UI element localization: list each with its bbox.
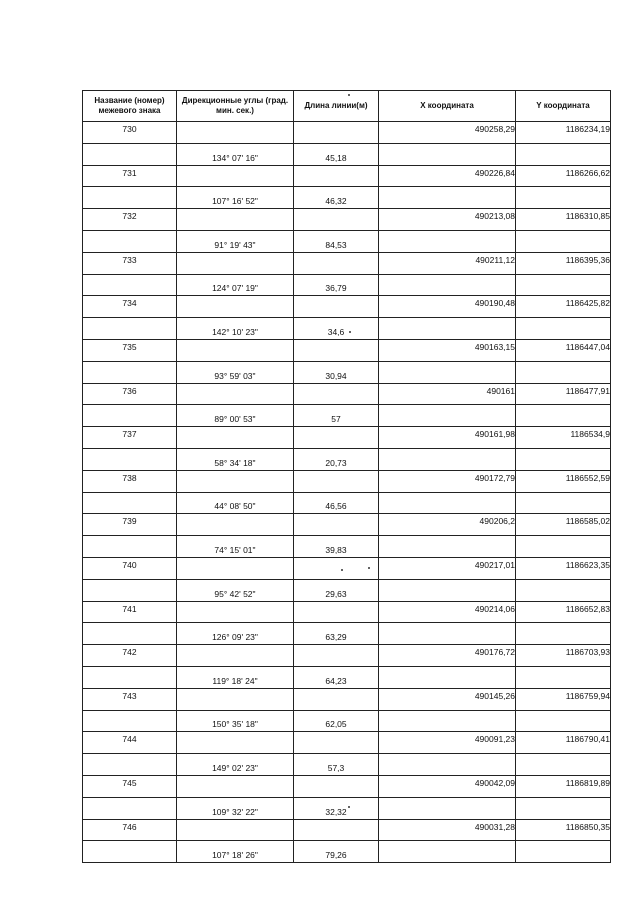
x-coordinate-cell: 490214,06	[379, 601, 516, 623]
x-coordinate-cell	[379, 448, 516, 470]
marker-name-cell: 742	[83, 645, 177, 667]
marker-name-cell	[83, 579, 177, 601]
y-coordinate-cell: 1186819,89	[516, 775, 611, 797]
bearing-angle-cell: 95° 42' 52"	[177, 579, 294, 601]
bearing-angle-cell	[177, 427, 294, 449]
segment-row	[83, 274, 611, 296]
x-coordinate-cell	[379, 143, 516, 165]
y-coordinate-cell	[516, 318, 611, 340]
y-coordinate-cell: 1186623,35	[516, 557, 611, 579]
x-coordinate-cell: 490206,2	[379, 514, 516, 536]
y-coordinate-cell	[516, 754, 611, 776]
line-length-cell: 45,18	[294, 143, 379, 165]
line-length-cell: 36,79	[294, 274, 379, 296]
x-coordinate-cell: 490161,98	[379, 427, 516, 449]
marker-name-cell	[83, 448, 177, 470]
line-length-cell	[294, 383, 379, 405]
header-line-length: Длина линии(м)	[294, 91, 379, 122]
y-coordinate-cell: 1186759,94	[516, 688, 611, 710]
marker-name-cell: 744	[83, 732, 177, 754]
bearing-angle-cell	[177, 688, 294, 710]
line-length-cell: 57	[294, 405, 379, 427]
marker-name-cell: 743	[83, 688, 177, 710]
bearing-angle-cell	[177, 470, 294, 492]
bearing-angle-cell: 91° 19' 43"	[177, 230, 294, 252]
bearing-angle-cell	[177, 819, 294, 841]
marker-row	[83, 122, 611, 144]
line-length-cell: 46,32	[294, 187, 379, 209]
y-coordinate-cell	[516, 143, 611, 165]
x-coordinate-cell	[379, 579, 516, 601]
y-coordinate-cell	[516, 492, 611, 514]
y-coordinate-cell	[516, 710, 611, 732]
scan-speck	[368, 567, 370, 569]
bearing-angle-cell: 58° 34' 18"	[177, 448, 294, 470]
bearing-angle-cell: 107° 18' 26"	[177, 841, 294, 863]
x-coordinate-cell	[379, 666, 516, 688]
x-coordinate-cell	[379, 492, 516, 514]
marker-name-cell	[83, 623, 177, 645]
segment-row	[83, 536, 611, 558]
line-length-cell	[294, 339, 379, 361]
bearing-angle-cell: 109° 32' 22"	[177, 797, 294, 819]
bearing-angle-cell	[177, 339, 294, 361]
header-marker-name: Название (номер) межевого знака	[83, 91, 177, 122]
marker-row	[83, 645, 611, 667]
y-coordinate-cell: 1186552,59	[516, 470, 611, 492]
y-coordinate-cell: 1186652,83	[516, 601, 611, 623]
marker-name-cell	[83, 492, 177, 514]
marker-name-cell	[83, 405, 177, 427]
y-coordinate-cell	[516, 579, 611, 601]
y-coordinate-cell: 1186585,02	[516, 514, 611, 536]
marker-name-cell	[83, 666, 177, 688]
x-coordinate-cell	[379, 536, 516, 558]
bearing-angle-cell	[177, 296, 294, 318]
line-length-cell: 20,73	[294, 448, 379, 470]
marker-name-cell	[83, 710, 177, 732]
segment-row	[83, 143, 611, 165]
line-length-cell	[294, 601, 379, 623]
y-coordinate-cell	[516, 230, 611, 252]
y-coordinate-cell	[516, 405, 611, 427]
segment-row	[83, 405, 611, 427]
x-coordinate-cell: 490226,84	[379, 165, 516, 187]
x-coordinate-cell	[379, 405, 516, 427]
bearing-angle-cell	[177, 601, 294, 623]
marker-row	[83, 688, 611, 710]
marker-row	[83, 732, 611, 754]
y-coordinate-cell: 1186234,19	[516, 122, 611, 144]
line-length-cell: 84,53	[294, 230, 379, 252]
y-coordinate-cell: 1186850,35	[516, 819, 611, 841]
marker-row	[83, 296, 611, 318]
marker-row	[83, 557, 611, 579]
bearing-angle-cell	[177, 514, 294, 536]
scan-speck	[348, 94, 350, 96]
marker-row	[83, 427, 611, 449]
marker-name-cell: 733	[83, 252, 177, 274]
line-length-cell	[294, 732, 379, 754]
bearing-angle-cell: 93° 59' 03"	[177, 361, 294, 383]
scan-speck	[349, 331, 351, 333]
line-length-cell	[294, 514, 379, 536]
x-coordinate-cell: 490172,79	[379, 470, 516, 492]
line-length-cell: 39,83	[294, 536, 379, 558]
x-coordinate-cell: 490145,26	[379, 688, 516, 710]
bearing-angle-cell	[177, 732, 294, 754]
marker-name-cell: 738	[83, 470, 177, 492]
marker-row	[83, 165, 611, 187]
header-x-coordinate: X координата	[379, 91, 516, 122]
bearing-angle-cell	[177, 252, 294, 274]
x-coordinate-cell	[379, 754, 516, 776]
segment-row	[83, 187, 611, 209]
marker-name-cell: 737	[83, 427, 177, 449]
bearing-angle-cell: 89° 00' 53"	[177, 405, 294, 427]
line-length-cell	[294, 557, 379, 579]
bearing-angle-cell	[177, 775, 294, 797]
marker-row	[83, 209, 611, 231]
line-length-cell: 34,6	[294, 318, 379, 340]
bearing-angle-cell: 107° 16' 52"	[177, 187, 294, 209]
x-coordinate-cell: 490163,15	[379, 339, 516, 361]
table-header-row	[83, 91, 611, 122]
marker-name-cell	[83, 361, 177, 383]
marker-name-cell	[83, 797, 177, 819]
y-coordinate-cell	[516, 448, 611, 470]
scan-speck	[341, 569, 343, 571]
marker-name-cell	[83, 318, 177, 340]
marker-name-cell: 735	[83, 339, 177, 361]
x-coordinate-cell	[379, 797, 516, 819]
x-coordinate-cell	[379, 187, 516, 209]
y-coordinate-cell: 1186425,82	[516, 296, 611, 318]
marker-row	[83, 819, 611, 841]
scan-speck	[348, 806, 350, 808]
y-coordinate-cell: 1186395,36	[516, 252, 611, 274]
segment-row	[83, 841, 611, 863]
x-coordinate-cell	[379, 841, 516, 863]
segment-row	[83, 448, 611, 470]
bearing-angle-cell: 119° 18' 24"	[177, 666, 294, 688]
segment-row	[83, 318, 611, 340]
bearing-angle-cell	[177, 122, 294, 144]
line-length-cell: 32,32	[294, 797, 379, 819]
bearing-angle-cell: 126° 09' 23"	[177, 623, 294, 645]
y-coordinate-cell: 1186266,62	[516, 165, 611, 187]
y-coordinate-cell	[516, 274, 611, 296]
segment-row	[83, 797, 611, 819]
y-coordinate-cell: 1186447,04	[516, 339, 611, 361]
header-y-coordinate: Y координата	[516, 91, 611, 122]
x-coordinate-cell	[379, 230, 516, 252]
line-length-cell	[294, 645, 379, 667]
bearing-angle-cell: 134° 07' 16"	[177, 143, 294, 165]
marker-name-cell	[83, 274, 177, 296]
marker-name-cell: 732	[83, 209, 177, 231]
marker-name-cell	[83, 841, 177, 863]
bearing-angle-cell: 44° 08' 50"	[177, 492, 294, 514]
bearing-angle-cell: 142° 10' 23"	[177, 318, 294, 340]
bearing-angle-cell: 74° 15' 01"	[177, 536, 294, 558]
segment-row	[83, 666, 611, 688]
marker-name-cell: 734	[83, 296, 177, 318]
segment-row	[83, 710, 611, 732]
x-coordinate-cell: 490258,29	[379, 122, 516, 144]
x-coordinate-cell	[379, 318, 516, 340]
y-coordinate-cell: 1186703,93	[516, 645, 611, 667]
x-coordinate-cell: 490211,12	[379, 252, 516, 274]
y-coordinate-cell: 1186477,91	[516, 383, 611, 405]
bearing-angle-cell: 150° 35' 18"	[177, 710, 294, 732]
marker-row	[83, 339, 611, 361]
line-length-cell	[294, 209, 379, 231]
marker-name-cell	[83, 143, 177, 165]
line-length-cell: 62,05	[294, 710, 379, 732]
x-coordinate-cell: 490217,01	[379, 557, 516, 579]
line-length-cell: 79,26	[294, 841, 379, 863]
marker-row	[83, 252, 611, 274]
marker-row	[83, 514, 611, 536]
line-length-cell: 29,63	[294, 579, 379, 601]
bearing-angle-cell	[177, 557, 294, 579]
y-coordinate-cell	[516, 361, 611, 383]
boundary-coordinates-table	[82, 90, 611, 863]
y-coordinate-cell: 1186534,9	[516, 427, 611, 449]
line-length-cell	[294, 688, 379, 710]
line-length-cell: 64,23	[294, 666, 379, 688]
y-coordinate-cell	[516, 797, 611, 819]
segment-row	[83, 754, 611, 776]
y-coordinate-cell	[516, 666, 611, 688]
bearing-angle-cell	[177, 209, 294, 231]
x-coordinate-cell	[379, 623, 516, 645]
line-length-cell: 46,56	[294, 492, 379, 514]
marker-name-cell	[83, 536, 177, 558]
line-length-cell: 57,3	[294, 754, 379, 776]
x-coordinate-cell: 490091,23	[379, 732, 516, 754]
line-length-cell: 30,94	[294, 361, 379, 383]
y-coordinate-cell	[516, 536, 611, 558]
bearing-angle-cell: 149° 02' 23"	[177, 754, 294, 776]
x-coordinate-cell: 490190,48	[379, 296, 516, 318]
marker-row	[83, 601, 611, 623]
marker-name-cell: 745	[83, 775, 177, 797]
x-coordinate-cell: 490161	[379, 383, 516, 405]
line-length-cell	[294, 427, 379, 449]
x-coordinate-cell	[379, 274, 516, 296]
line-length-cell	[294, 165, 379, 187]
x-coordinate-cell: 490176,72	[379, 645, 516, 667]
line-length-cell	[294, 819, 379, 841]
marker-name-cell	[83, 754, 177, 776]
marker-name-cell: 739	[83, 514, 177, 536]
x-coordinate-cell: 490031,28	[379, 819, 516, 841]
y-coordinate-cell	[516, 187, 611, 209]
line-length-cell	[294, 775, 379, 797]
y-coordinate-cell: 1186790,41	[516, 732, 611, 754]
marker-name-cell: 740	[83, 557, 177, 579]
marker-name-cell	[83, 230, 177, 252]
marker-row	[83, 470, 611, 492]
segment-row	[83, 579, 611, 601]
marker-row	[83, 775, 611, 797]
marker-name-cell: 731	[83, 165, 177, 187]
bearing-angle-cell	[177, 383, 294, 405]
marker-name-cell: 730	[83, 122, 177, 144]
marker-name-cell: 736	[83, 383, 177, 405]
line-length-cell	[294, 122, 379, 144]
marker-row	[83, 383, 611, 405]
x-coordinate-cell: 490213,08	[379, 209, 516, 231]
line-length-cell	[294, 470, 379, 492]
y-coordinate-cell	[516, 623, 611, 645]
bearing-angle-cell: 124° 07' 19"	[177, 274, 294, 296]
segment-row	[83, 492, 611, 514]
segment-row	[83, 230, 611, 252]
line-length-cell	[294, 296, 379, 318]
marker-name-cell: 746	[83, 819, 177, 841]
y-coordinate-cell: 1186310,85	[516, 209, 611, 231]
marker-name-cell	[83, 187, 177, 209]
line-length-cell: 63,29	[294, 623, 379, 645]
x-coordinate-cell	[379, 361, 516, 383]
bearing-angle-cell	[177, 165, 294, 187]
y-coordinate-cell	[516, 841, 611, 863]
segment-row	[83, 623, 611, 645]
x-coordinate-cell	[379, 710, 516, 732]
x-coordinate-cell: 490042,09	[379, 775, 516, 797]
segment-row	[83, 361, 611, 383]
header-bearing-angle: Дирекционные углы (град. мин. сек.)	[177, 91, 294, 122]
bearing-angle-cell	[177, 645, 294, 667]
line-length-cell	[294, 252, 379, 274]
document-page	[82, 90, 610, 863]
marker-name-cell: 741	[83, 601, 177, 623]
